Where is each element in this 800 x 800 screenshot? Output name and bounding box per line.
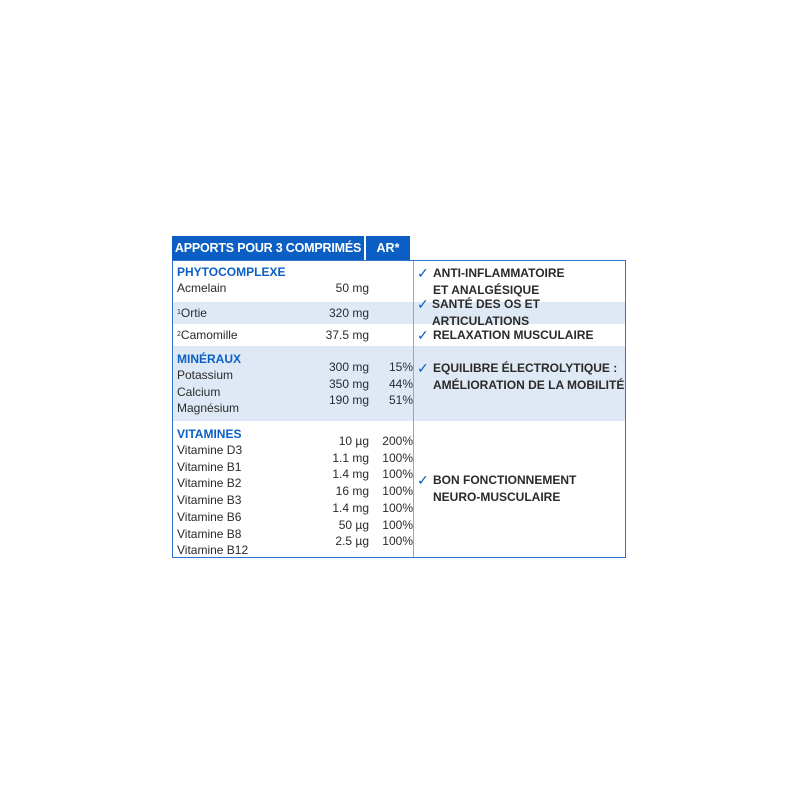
ingredient-name: Acmelain <box>177 281 227 295</box>
ingredient-ar: 100% <box>382 534 413 549</box>
ingredient-dose: 2.5 µg <box>335 534 369 549</box>
mineral-pcts <box>369 359 413 417</box>
claim-neuro-musculaire <box>417 472 576 506</box>
ingredient-dose: 1.4 mg <box>332 500 369 515</box>
ingredient-dose: 320 mg <box>328 305 369 320</box>
header-ar: AR* <box>366 236 410 260</box>
ingredient-row <box>173 327 369 344</box>
check-icon: ✓ <box>417 360 429 376</box>
mineral-doses <box>307 359 369 417</box>
claim-text: EQUILIBRE ÉLECTROLYTIQUE : <box>433 361 618 375</box>
check-icon: ✓ <box>417 265 429 281</box>
vitamin-doses <box>307 433 369 559</box>
ingredient-row <box>173 280 413 297</box>
claim-text: AMÉLIORATION DE LA MOBILITÉ <box>433 378 625 392</box>
section-title-phytocomplexe: PHYTOCOMPLEXE <box>177 265 286 279</box>
section-title-vitamines: VITAMINES <box>177 427 242 441</box>
vitamin-names <box>173 442 307 559</box>
check-icon: ✓ <box>417 296 429 312</box>
ingredient-name: Potassium <box>177 368 234 382</box>
ingredient-dose: 16 mg <box>335 484 369 499</box>
ingredient-ar: 100% <box>382 450 413 465</box>
ingredient-ar: 51% <box>388 393 413 408</box>
section-ortie <box>173 296 625 328</box>
mineral-names <box>173 367 307 417</box>
ingredient-ar: 100% <box>382 500 413 515</box>
ingredient-name: Magnésium <box>177 401 240 416</box>
footnote-marker: 2 <box>177 330 181 338</box>
ingredient-ar: 100% <box>382 467 413 482</box>
vitamin-pcts <box>369 433 413 559</box>
ingredient-ar: 100% <box>382 484 413 499</box>
ingredient-ar: 100% <box>382 517 413 532</box>
ingredient-name: Ortie <box>180 305 207 320</box>
ingredient-dose: 350 mg <box>328 376 369 391</box>
claim-equilibre <box>417 360 624 394</box>
claim-anti-inflammatoire <box>417 265 565 299</box>
claim-text: ANTI-INFLAMMATOIRE <box>433 266 565 280</box>
ingredient-name: Vitamine B1 <box>177 459 242 474</box>
ingredient-name: Vitamine D3 <box>177 443 243 457</box>
ingredient-ar: 44% <box>388 376 413 391</box>
claim-relaxation <box>417 327 593 344</box>
ingredient-dose: 1.4 mg <box>332 467 369 482</box>
ingredient-dose: 300 mg <box>328 360 369 374</box>
nutrition-table <box>172 236 626 558</box>
section-camomille <box>173 324 625 346</box>
ingredient-name: Vitamine B12 <box>177 543 249 558</box>
ingredient-dose: 37.5 mg <box>325 327 369 342</box>
claim-text: SANTÉ DES OS ET ARTICULATIONS <box>431 297 541 328</box>
claim-text: ET ANALGÉSIQUE <box>433 283 540 297</box>
ingredient-name: Vitamine B3 <box>177 493 242 508</box>
ingredient-ar: 200% <box>382 434 413 448</box>
claim-text: RELAXATION MUSCULAIRE <box>433 327 594 342</box>
claim-text: NEURO-MUSCULAIRE <box>433 490 561 504</box>
ingredient-name: Vitamine B2 <box>177 476 242 491</box>
section-title-mineraux: MINÉRAUX <box>177 352 242 366</box>
ingredient-row <box>173 305 369 322</box>
ingredient-dose: 50 µg <box>338 517 369 532</box>
ingredient-ar: 15% <box>388 360 413 374</box>
ingredient-dose: 190 mg <box>328 393 369 408</box>
ingredient-dose: 10 µg <box>338 434 369 448</box>
ingredient-name: Vitamine B8 <box>177 526 242 541</box>
header-apports: APPORTS POUR 3 COMPRIMÉS <box>172 236 364 260</box>
section-mineraux <box>173 346 625 421</box>
table-body <box>172 260 626 558</box>
section-vitamines <box>173 421 625 557</box>
check-icon: ✓ <box>417 472 429 488</box>
ingredient-name: Vitamine B6 <box>177 509 242 524</box>
ingredient-dose: 50 mg <box>335 281 369 295</box>
footnote-marker: 1 <box>177 308 181 316</box>
ingredient-dose: 1.1 mg <box>332 450 369 465</box>
check-icon: ✓ <box>417 326 429 343</box>
ingredient-name: Calcium <box>177 384 221 399</box>
ingredient-name: Camomille <box>180 327 238 342</box>
table-header <box>172 236 626 260</box>
claim-text: BON FONCTIONNEMENT <box>433 473 577 487</box>
